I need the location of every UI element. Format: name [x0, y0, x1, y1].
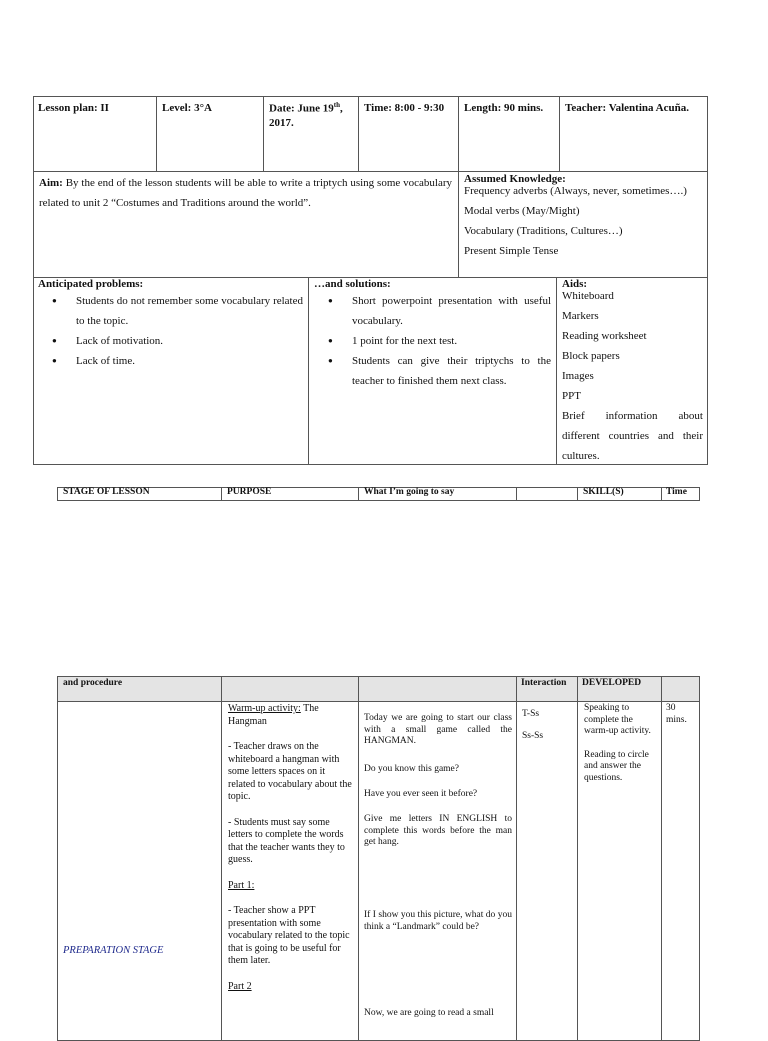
knowledge-item: Frequency adverbs (Always, never, sometimes….) — [464, 185, 687, 197]
say-line: Today we are going to start our class with a small game called the HANGMAN. — [364, 713, 512, 746]
date-year: 2017. — [269, 116, 294, 129]
level: Level: 3°A — [162, 102, 212, 114]
aid-item: Block papers — [562, 350, 620, 362]
aid-item: Images — [562, 370, 594, 382]
problem-item: ● Students do not remember some vocabulary related to the topic. — [52, 291, 303, 331]
stage-header-interaction — [517, 487, 578, 501]
aid-item-last: Brief information about different countries and their cultures. — [562, 410, 703, 462]
aid-item: Markers — [562, 310, 599, 322]
skill-2: Reading to circle and answer the questions. — [584, 749, 649, 783]
warmup-step-2: - Students must say some letters to complete the words that the teacher wants they to guess. — [228, 816, 345, 865]
level-cell — [157, 96, 264, 172]
aid-item: PPT — [562, 390, 581, 402]
time-value: 30 mins. — [666, 703, 687, 725]
solution-item: ● Short powerpoint presentation with useful vocabulary. — [328, 291, 551, 331]
interaction-1: T-Ss — [522, 709, 540, 719]
purpose-cell — [222, 701, 359, 1041]
date-cell — [264, 96, 359, 172]
aim-cell — [33, 171, 459, 278]
stage-header2-say — [359, 676, 517, 702]
problems-list — [38, 291, 303, 371]
teacher-cell — [560, 96, 708, 172]
time-cell-2 — [662, 701, 700, 1041]
stage-header2-procedure: and procedure — [57, 676, 222, 702]
interaction-cell — [517, 701, 578, 1041]
solution-item: ● 1 point for the next test. — [328, 331, 551, 351]
solutions-label: …and solutions: — [314, 278, 391, 290]
time-cell — [359, 96, 459, 172]
problem-item: ● Lack of time. — [52, 351, 303, 371]
knowledge-item: Present Simple Tense — [464, 245, 559, 257]
warmup-title: Warm-up activity: The Hangman — [228, 703, 319, 727]
time: Time: 8:00 - 9:30 — [364, 102, 445, 114]
skills-cell — [578, 701, 662, 1041]
part1-title: Part 1: — [228, 879, 255, 891]
say-line: Do you know this game? — [364, 764, 459, 774]
aid-item: Reading worksheet — [562, 330, 647, 342]
knowledge-item: Modal verbs (May/Might) — [464, 205, 580, 217]
length-cell — [459, 96, 560, 172]
stage-label: PREPARATION STAGE — [63, 945, 164, 956]
stage-header2-purpose — [222, 676, 359, 702]
solutions-cell — [309, 277, 557, 465]
solution-item: ● Students can give their triptychs to the teacher to finished them next class. — [328, 351, 551, 391]
stage-header-purpose: PURPOSE — [222, 487, 359, 501]
knowledge-label: Assumed Knowledge: — [464, 173, 566, 185]
stage-header-stage: STAGE OF LESSON — [57, 487, 222, 501]
lesson-plan-cell — [33, 96, 157, 172]
problem-item: ● Lack of motivation. — [52, 331, 303, 351]
say-cell — [359, 701, 517, 1041]
lesson-plan: Lesson plan: II — [38, 102, 109, 114]
say-line: If I show you this picture, what do you think a “Landmark” could be? — [364, 910, 512, 932]
say-line: Give me letters IN ENGLISH to complete this words before the man get hang. — [364, 814, 512, 847]
teacher: Teacher: Valentina Acuña. — [565, 102, 689, 114]
stage-header-time: Time — [666, 487, 687, 497]
part1-text: - Teacher show a PPT presentation with some vocabulary related to the topic that is going to be useful for them later. — [228, 905, 350, 966]
stage-header-say: What I’m going to say — [359, 487, 517, 501]
stage-header2-developed: DEVELOPED — [578, 676, 662, 702]
solutions-list — [314, 291, 551, 391]
problems-label: Anticipated problems: — [38, 278, 144, 290]
aim: Aim: By the end of the lesson students will be able to write a triptych using some vocabulary related to unit 2 “Costumes and Traditions around the world”. — [39, 177, 452, 209]
knowledge-item: Vocabulary (Traditions, Cultures…) — [464, 225, 623, 237]
length: Length: 90 mins. — [464, 102, 544, 114]
warmup-step-1: - Teacher draws on the whiteboard a hangman with some letters spaces on it related to vocabulary about the topic. — [228, 741, 352, 802]
say-line: Now, we are going to read a small — [364, 1008, 494, 1018]
stage-header-skills: SKILL(S) — [578, 487, 662, 501]
aids-label: Aids: — [562, 278, 588, 290]
part2-title: Part 2 — [228, 980, 252, 992]
stage-header2-interaction: Interaction — [517, 676, 578, 702]
skill-1: Speaking to complete the warm-up activity. — [584, 703, 651, 736]
knowledge-cell — [459, 171, 708, 278]
problems-cell — [33, 277, 309, 465]
interaction-2: Ss-Ss — [522, 730, 544, 741]
aids-cell — [557, 277, 708, 465]
say-line: Have you ever seen it before? — [364, 789, 478, 799]
stage-cell — [57, 701, 222, 1041]
aid-item: Whiteboard — [562, 290, 614, 302]
date: Date: June 19th, — [269, 101, 343, 115]
stage-header2-time — [662, 676, 700, 702]
